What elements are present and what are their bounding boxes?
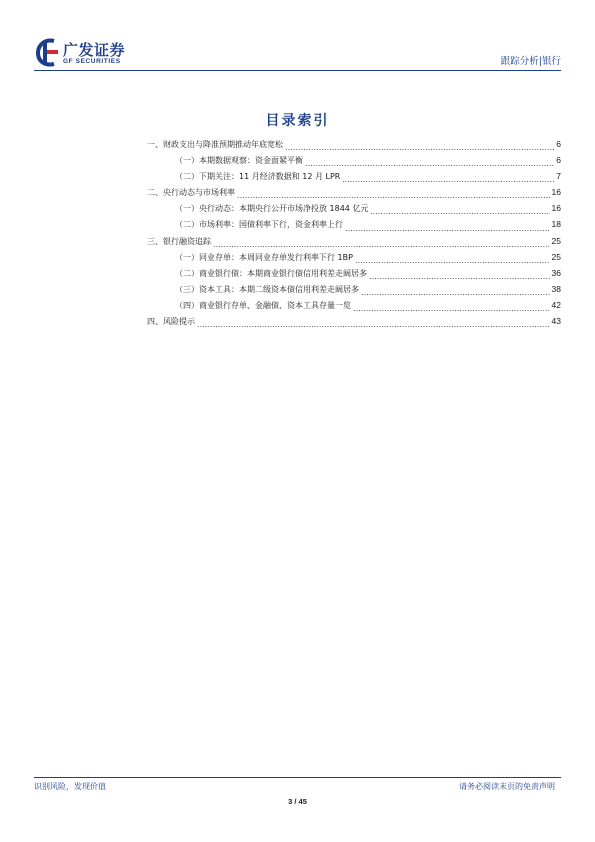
gf-securities-logo bbox=[34, 36, 154, 70]
toc-item-label: 一、财政支出与降准预期推动年底宽松 bbox=[147, 140, 283, 149]
toc-item[interactable] bbox=[147, 153, 561, 169]
toc-item[interactable] bbox=[147, 250, 561, 266]
toc-item-page: 6 bbox=[556, 139, 561, 149]
toc-item-label: （四）商业银行存单、金融债、资本工具存量一览 bbox=[175, 300, 351, 310]
toc-leader-dots bbox=[370, 213, 549, 214]
footer-divider bbox=[34, 777, 561, 778]
toc-leader-dots bbox=[305, 165, 554, 166]
toc-leader-dots bbox=[361, 294, 550, 295]
toc-item[interactable] bbox=[147, 217, 561, 233]
logo-chinese-name: 广发证券 bbox=[63, 41, 126, 59]
toc-item-label: （一）本期数据观察：资金面紧平衡 bbox=[175, 156, 303, 166]
toc-item[interactable] bbox=[147, 314, 561, 330]
toc-item-page: 18 bbox=[551, 219, 561, 230]
toc-item-page: 16 bbox=[551, 203, 561, 214]
gf-logo-icon bbox=[34, 38, 60, 68]
report-category: 跟踪分析|银行 bbox=[500, 56, 561, 67]
toc-leader-dots bbox=[285, 149, 554, 150]
toc-item-label: 三、银行融资追踪 bbox=[147, 236, 211, 246]
toc-item-page: 6 bbox=[556, 155, 561, 166]
toc-item-label: （一）央行动态：本期央行公开市场净投放 1844 亿元 bbox=[175, 204, 369, 214]
toc-leader-dots bbox=[355, 262, 550, 263]
toc-item[interactable] bbox=[147, 266, 561, 282]
toc-item-label: （三）资本工具：本期二级资本债信用利差走阔居多 bbox=[175, 284, 359, 294]
toc-leader-dots bbox=[369, 278, 550, 279]
toc-leader-dots bbox=[213, 246, 550, 247]
footer-slogan: 识别风险，发现价值 bbox=[34, 782, 106, 791]
toc-item-page: 16 bbox=[551, 187, 561, 198]
toc-item[interactable] bbox=[147, 234, 561, 250]
toc-item[interactable] bbox=[147, 185, 561, 201]
toc-item[interactable] bbox=[147, 201, 561, 217]
toc-item-page: 42 bbox=[551, 299, 561, 310]
toc-item-label: 二、央行动态与市场利率 bbox=[147, 188, 235, 198]
toc-item-page: 36 bbox=[551, 267, 561, 278]
footer-disclaimer: 请务必阅读末页的免责声明 bbox=[459, 782, 555, 791]
header-divider bbox=[34, 70, 561, 71]
page-number: 3 / 45 bbox=[288, 797, 307, 806]
toc-leader-dots bbox=[353, 310, 550, 311]
toc-item[interactable] bbox=[147, 169, 561, 185]
toc-leader-dots bbox=[342, 181, 554, 182]
toc-leader-dots bbox=[345, 230, 550, 231]
toc-item-label: 四、风险提示 bbox=[147, 317, 195, 327]
toc-item-page: 25 bbox=[551, 235, 561, 246]
toc-item-page: 43 bbox=[551, 316, 561, 327]
toc-title: 目录索引 bbox=[265, 113, 330, 129]
toc-item-label: （二）下期关注：11 月经济数据和 12 月 LPR bbox=[175, 172, 341, 182]
toc-leader-dots bbox=[237, 197, 550, 198]
table-of-contents bbox=[147, 137, 561, 330]
page-header bbox=[34, 36, 561, 70]
logo-english-name: GF SECURITIES bbox=[63, 58, 121, 65]
toc-item-page: 25 bbox=[551, 251, 561, 262]
toc-item-page: 38 bbox=[551, 283, 561, 294]
toc-item-page: 7 bbox=[556, 171, 561, 182]
toc-item[interactable] bbox=[147, 137, 561, 153]
toc-item-label: （二）商业银行债：本期商业银行债信用利差走阔居多 bbox=[175, 268, 367, 278]
toc-item[interactable] bbox=[147, 298, 561, 314]
toc-item-label: （一）同业存单：本周同业存单发行利率下行 1BP bbox=[175, 252, 353, 262]
toc-item[interactable] bbox=[147, 282, 561, 298]
toc-item-label: （二）市场利率：国债利率下行，资金利率上行 bbox=[175, 220, 343, 230]
toc-leader-dots bbox=[197, 326, 550, 327]
